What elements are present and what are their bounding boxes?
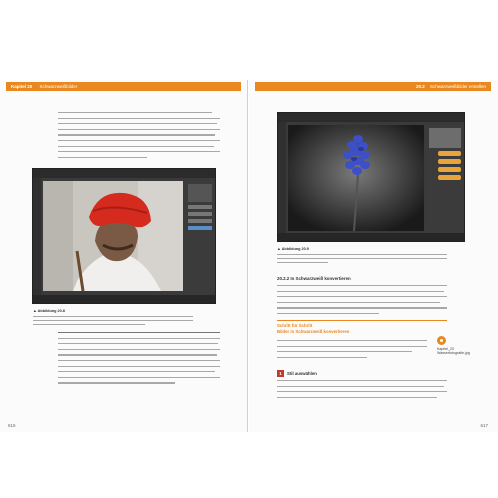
right-page-header (255, 82, 491, 91)
editor-bottom-bar (278, 233, 464, 241)
right-page (249, 80, 498, 432)
figure-20-8-screenshot (32, 168, 216, 304)
step-body-lines (277, 380, 447, 402)
editor-toolbar (278, 113, 464, 122)
step-number-badge: 1 (277, 370, 284, 377)
side-note (437, 336, 492, 355)
step-title: Stil auswählen (287, 371, 317, 376)
editor-toolbar (33, 169, 215, 178)
figure-20-9-label: ▲ Abbildung 20.9 (277, 247, 309, 251)
side-note-folder: Kapitel_20 (437, 347, 454, 351)
step-by-step-subheading: Bilder in Schwarzweiß konvertieren (277, 329, 350, 334)
editor-bottom-bar (33, 295, 215, 303)
step-intro-lines (277, 340, 427, 362)
side-note-file: Wasserfotografie.jpg (437, 351, 470, 355)
figure-20-8-label: ▲ Abbildung 20.8 (33, 309, 65, 313)
left-page-number: 616 (8, 423, 16, 428)
portrait-photo (43, 181, 183, 291)
step-by-step-heading: Schritt für Schritt (277, 323, 313, 328)
book-spread (0, 80, 498, 432)
editor-toolbox (33, 178, 41, 296)
left-header-chapter: Kapitel 20 (11, 84, 33, 89)
editor-panel (426, 125, 464, 231)
editor-panel (185, 181, 215, 291)
right-page-number: 617 (480, 423, 488, 428)
section-heading: 20.2.2 In Schwarzweiß konvertieren (277, 276, 351, 281)
left-page-header (6, 82, 241, 91)
lavender-photo (288, 125, 424, 231)
disc-icon (437, 336, 446, 345)
left-header-title: Schwarzweißbilder (39, 84, 78, 89)
left-paragraph-lines (58, 332, 220, 388)
left-page (0, 80, 248, 432)
figure-20-9-screenshot (277, 112, 465, 242)
left-intro-text-lines (58, 112, 220, 162)
step-divider (277, 320, 447, 321)
section-body-lines (277, 285, 447, 319)
figure-20-8-caption-lines (33, 316, 193, 328)
figure-20-9-caption-lines (277, 254, 447, 266)
right-header-title: Schwarzweißbilder erstellen (429, 84, 486, 89)
editor-toolbox (278, 122, 286, 234)
right-header-chapter: 20.2 (415, 84, 425, 89)
